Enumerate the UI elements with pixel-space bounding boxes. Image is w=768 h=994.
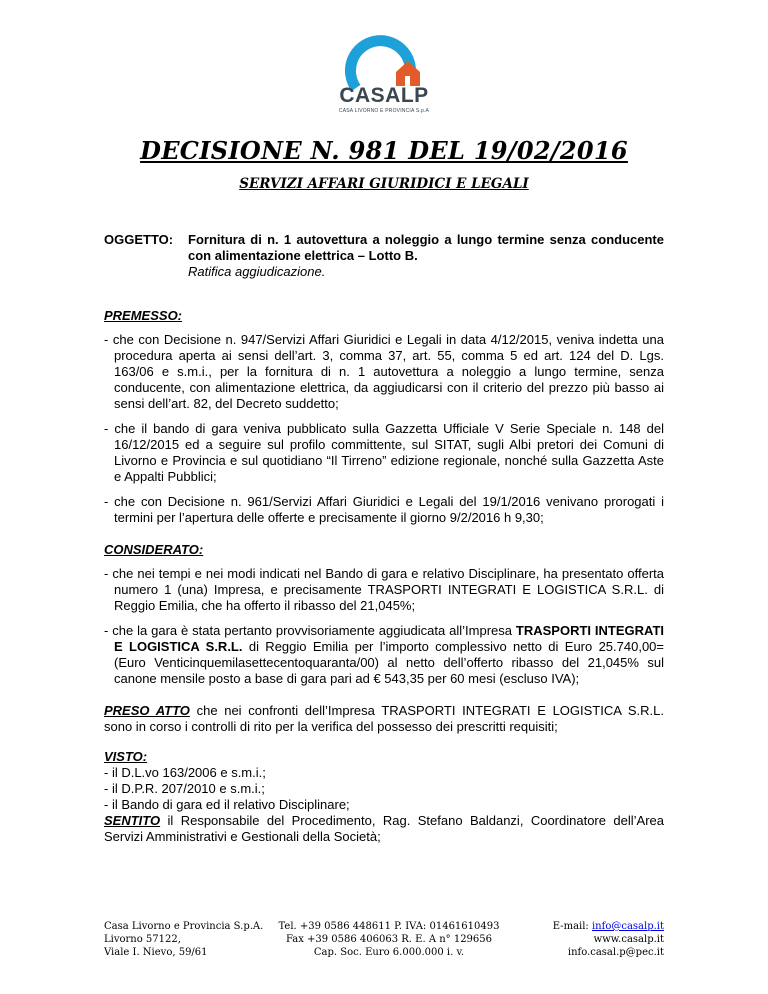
footer-company xyxy=(104,920,264,959)
page-footer xyxy=(104,920,664,959)
footer-line: Viale I. Nievo, 59/61 xyxy=(104,947,208,958)
sentito-lead: SENTITO xyxy=(104,813,161,828)
visto-line: - il D.L.vo 163/2006 e s.m.i.; xyxy=(104,765,266,780)
visto-section xyxy=(104,749,664,845)
footer-contacts xyxy=(264,920,514,959)
document-title: DECISIONE N. 981 DEL 19/02/2016 xyxy=(140,136,628,165)
footer-line: Fax +39 0586 406063 R. E. A n° 129656 xyxy=(285,934,493,945)
oggetto-content xyxy=(188,232,664,280)
visto-line: - il Bando di gara ed il relativo Disciplinare; xyxy=(104,797,350,812)
considerato-section xyxy=(104,542,664,687)
email-link[interactable]: info@casalp.it xyxy=(591,921,664,932)
footer-line: Cap. Soc. Euro 6.000.000 i. v. xyxy=(313,947,465,958)
visto-heading: VISTO: xyxy=(104,749,148,764)
premesso-section xyxy=(104,308,664,526)
preso-atto-paragraph xyxy=(104,703,664,735)
pec-email: info.casal.p@pec.it xyxy=(567,947,664,958)
considerato-heading: CONSIDERATO: xyxy=(104,542,204,557)
premesso-item: - che il bando di gara veniva pubblicato sulla Gazzetta Ufficiale V Serie Speciale n. 148 del 16/12/2015 ed a seguire sul profilo committente, sul SITAT, sugli Albi pretori dei Comuni di Livorno e Provincia e sul quotidiano “Il Tirreno” edizione regionale, nonché sulla Gazzetta Aste e Appalti Pubblici; xyxy=(104,421,664,484)
oggetto-section xyxy=(104,232,664,280)
preso-atto-lead: PRESO ATTO xyxy=(104,703,190,718)
footer-email-line xyxy=(514,920,664,933)
logo-subtitle: CASA LIVORNO E PROVINCIA S.p.A xyxy=(338,108,430,114)
preso-atto-text: che nei confronti dell’Impresa TRASPORTI INTEGRATI E LOGISTICA S.R.L. sono in corso i controlli di rito per la verifica del possesso dei prescritti requisiti; xyxy=(104,703,665,734)
visto-line: - il D.P.R. 207/2010 e s.m.i.; xyxy=(104,781,265,796)
premesso-heading: PREMESSO: xyxy=(104,308,183,323)
footer-web xyxy=(514,920,664,959)
footer-line: Livorno 57122, xyxy=(104,934,181,945)
considerato-item: - che nei tempi e nei modi indicati nel Bando di gara e relativo Disciplinare, ha presentato offerta numero 1 (una) Impresa, e precisamente TRASPORTI INTEGRATI E LOGISTICA S.R.L. di Reggio Emilia, che ha offerto il ribasso del 21,045%; xyxy=(104,566,664,613)
footer-line: Tel. +39 0586 448611 P. IVA: 01461610493 xyxy=(278,921,500,932)
email-label: E-mail: xyxy=(552,921,592,932)
sentito-text: il Responsabile del Procedimento, Rag. Stefano Baldanzi, Coordinatore dell’Area Servizi Amministrativi e Gestionali della Società; xyxy=(104,813,664,844)
considerato-item2-pre: - che la gara è stata pertanto provvisoriamente aggiudicata all’Impresa xyxy=(104,623,516,638)
oggetto-label: OGGETTO: xyxy=(104,232,174,247)
considerato-item xyxy=(104,623,664,687)
company-name-bold: TRASPORTI INTEGRATI E LOGISTICA S.R.L. xyxy=(114,623,665,654)
footer-line: Casa Livorno e Provincia S.p.A. xyxy=(104,921,264,932)
website-link[interactable]: www.casalp.it xyxy=(593,934,664,945)
sentito-paragraph xyxy=(104,813,664,845)
oggetto-italic-text: Ratifica aggiudicazione. xyxy=(188,264,326,279)
document-body xyxy=(104,232,664,845)
document-subtitle: SERVIZI AFFARI GIURIDICI E LEGALI xyxy=(239,176,529,192)
considerato-item2-post: di Reggio Emilia per l’importo complessivo netto di Euro 25.740,00= (Euro Venticinquemilasettecentoquaranta/00) al netto dell’offerto ribasso del 21,045% sul canone mensile posto a base di gara pari ad € 543,35 per 60 mesi (escluso IVA); xyxy=(114,639,665,686)
premesso-item: - che con Decisione n. 947/Servizi Affari Giuridici e Legali in data 4/12/2015, veniva indetta una procedura aperta ai sensi dell’art. 3, comma 37, art. 55, comma 5 ed art. 124 del D. Lgs. 163/06 e s.m.i., per la fornitura di n. 1 autovettura a noleggio a lungo termine, senza conducente, con alimentazione elettrica, da aggiudicarsi con il criterio del prezzo più basso ai sensi dell’art. 82, del Decreto suddetto; xyxy=(104,332,664,411)
oggetto-bold-text: Fornitura di n. 1 autovettura a noleggio a lungo termine senza conducente con alimentazione elettrica – Lotto B. xyxy=(188,232,664,263)
premesso-item: - che con Decisione n. 961/Servizi Affari Giuridici e Legali del 19/1/2016 venivano prorogati i termini per l’apertura delle offerte e precisamente il giorno 9/2/2016 h 9,30; xyxy=(104,494,664,525)
logo-wordmark: CASALP xyxy=(339,84,429,107)
